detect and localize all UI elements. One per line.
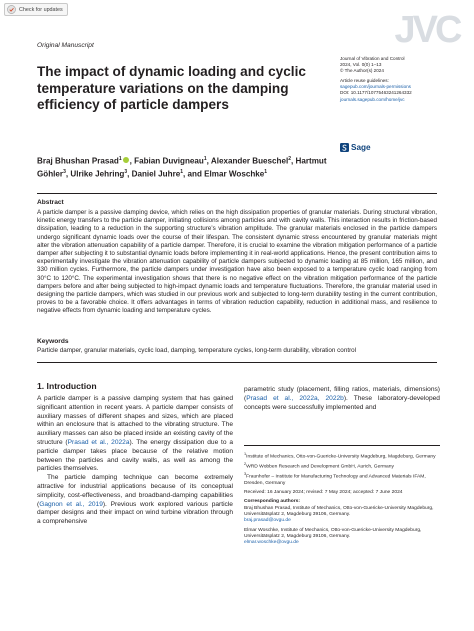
right-column — [244, 386, 440, 430]
affiliation-marker: 1 — [244, 452, 247, 456]
abstract-top-rule — [37, 193, 437, 194]
footnotes — [244, 451, 444, 546]
journal-link[interactable]: journals.sagepub.com/home/jvc — [340, 96, 405, 102]
affiliation-marker: 1 — [180, 168, 183, 175]
citation-link[interactable]: Prasad et al., 2022a — [67, 438, 130, 446]
keywords-text: Particle damper, granular materials, cyclic load, damping, temperature cycles, long-term durability, vibration control — [37, 347, 357, 354]
intro-paragraph-1 — [37, 395, 233, 474]
check-updates-label: Check for updates — [19, 6, 63, 13]
journal-logo — [386, 4, 468, 54]
author-name: , Hartmut Göhler — [37, 156, 327, 179]
author-name: Braj Bhushan Prasad — [37, 156, 119, 166]
left-column — [37, 395, 233, 627]
corresponding-author-2: Elmar Woschke, Institute of Mechanics, Otto-von-Guericke-University Magdeburg, Universitätsplatz 2, Magdeburg 39106, Germany. — [244, 527, 422, 539]
corresponding-author-1: Braj Bhushan Prasad, Institute of Mechanics, Otto-von-Guericke-University Magdeburg, Universitätsplatz 2, Magdeburg 39106, Germany. — [244, 505, 434, 517]
author-name: , Alexander Bueschel — [206, 156, 289, 166]
publisher-logo — [340, 143, 371, 152]
affiliation-marker: 3 — [124, 168, 128, 175]
affiliation-text: Institute of Mechanics, Otto-von-Guericke-University Magdeburg, Magdeburg, Germany — [246, 454, 436, 460]
section-heading: 1. Introduction — [37, 381, 97, 391]
footnote-rule — [244, 445, 440, 446]
author-email-1[interactable]: braj.prasad@ovgu.de — [244, 518, 291, 524]
affiliation-marker: 1 — [264, 168, 268, 175]
citation-link[interactable]: Gagnon et al., 2019 — [39, 500, 103, 508]
affiliation-marker: 1 — [203, 156, 207, 162]
orcid-icon[interactable] — [123, 157, 129, 163]
volume-line: 2024, Vol. 0(0) 1–13 — [340, 62, 382, 68]
corresponding-heading: Corresponding authors: — [244, 499, 300, 505]
affiliation-marker: 3 — [244, 471, 247, 476]
paragraph-text: ). The energy dissipation due to a particle damper takes place because of the relative motion between the particles and cavity walls, as well as among the particles themselves. — [37, 438, 233, 473]
publisher-name: Sage — [351, 143, 371, 152]
keywords-heading: Keywords — [37, 338, 69, 345]
affiliation-text: Fraunhofer – Institute for Manufacturing Technology and Advanced Materials IFAM, Dresden, Germany — [244, 474, 426, 486]
svg-text:JVC: JVC — [394, 9, 460, 51]
reuse-link[interactable]: sagepub.com/journals-permissions — [340, 84, 411, 90]
paragraph-text: parametric study (placement, filling ratios, materials, dimensions) ( — [244, 386, 440, 402]
author-list — [37, 154, 337, 179]
affiliation-marker: 3 — [63, 168, 66, 175]
affiliation-2 — [244, 461, 444, 471]
author-name: , Daniel Juhre — [127, 169, 181, 179]
check-updates-icon — [7, 5, 16, 14]
author-name: , Fabian Duvigneau — [129, 156, 204, 166]
doi-line[interactable]: DOI: 10.1177/10775463241264332 — [340, 90, 412, 96]
affiliation-text: WRD Wobben Research and Development GmbH, Aurich, Germany — [246, 464, 394, 470]
keywords-bottom-rule — [37, 362, 437, 363]
affiliation-marker: 2 — [288, 156, 292, 162]
sage-icon — [340, 143, 349, 152]
affiliation-marker: 2 — [244, 461, 247, 466]
affiliation-marker: 1 — [118, 156, 122, 162]
paragraph-text: ). Previous work explored various particle damper designs and their impact on wind turbine vibration through a comprehensive — [37, 500, 233, 526]
journal-name: Journal of Vibration and Control — [340, 56, 405, 61]
intro-paragraph-2 — [37, 474, 233, 527]
article-title: The impact of dynamic loading and cyclic temperature variations on the damping efficiency of particle dampers — [37, 64, 306, 112]
paragraph-text: The particle damping technique can become extremely attractive for industrial applications because of its conceptual simplicity, cost-effectiveness, and broadband-damping capabilities ( — [37, 474, 233, 508]
author-name: , Ulrike Jehring — [65, 169, 125, 179]
affiliation-1 — [244, 451, 444, 461]
journal-info — [340, 56, 468, 103]
affiliation-3 — [244, 471, 444, 487]
received-dates: Received: 16 January 2024; revised: 7 May 2024; accepted: 7 June 2024 — [244, 490, 403, 496]
paragraph-text: ). These laboratory-developed concepts were successfully implemented and — [244, 394, 440, 411]
check-for-updates-badge[interactable] — [4, 3, 68, 16]
author-email-2[interactable]: elmar.woschke@ovgu.de — [244, 540, 299, 546]
paragraph-text: A particle damper is a passive damping system that has gained significant attention in recent years. A particle damper consists of auxiliary masses of different shapes and sizes, which are placed within an enclosure that is attached to the vibrating structure. The auxiliary masses can also be placed inside an existing cavity of the structure ( — [37, 395, 233, 446]
author-name: , and Elmar Woschke — [183, 169, 265, 179]
article-type: Original Manuscript — [37, 42, 94, 49]
intro-paragraph-3 — [244, 386, 440, 412]
abstract-text: A particle damper is a passive damping device, which relies on the high dissipation properties of granular materials. During structural vibration, kinetic energy transfers to the particle damper, initiating collisions among particles and with cavity walls. This interaction results in friction-based dissipation, leading to a reduction in the supporting structure’s vibration amplitude. The granular materials enclosed in the particle dampers undergo significant dynamic loads over the course of their lifespan. The consistent dynamic stress encountered by granular materials might alter the vibration attenuation capability of a particle damper. Therefore, it is crucial to examine the vibration mitigation performance of a particle damper after subjecting it to substantial dynamic loads before implementing it in real-world applications. Hence, the present contribution aims to experimentally investigate the vibration attenuation capability of particle dampers subjected to dynamic loading at 85 million, 165 million, and 330 million cycles. Furthermore, the particle dampers under investigation have also been exposed to a temperature cyclic load ranging from 30°C to 120°C. The experimental investigation shows that there is no negative effect on the vibration mitigation performance of the particle dampers before and after being subjected to high-impact dynamic loads and temperature fluctuations. Therefore, the granular material used in designing the particle dampers, which was studied in our previous work and subjected to long-term durability testing in the current contribution, proves to be a favorable choice. It offers advantages in terms of vibration reduction capability, reduction in additional mass, and resilience to negative effects from dynamic loading and temperature cycles. — [37, 209, 437, 315]
citation-link[interactable]: Prasad et al., 2022a, 2022b — [246, 394, 344, 402]
reuse-label: Article reuse guidelines: — [340, 78, 389, 84]
abstract-heading: Abstract — [37, 199, 64, 206]
copyright-line: © The Author(s) 2024 — [340, 68, 384, 74]
